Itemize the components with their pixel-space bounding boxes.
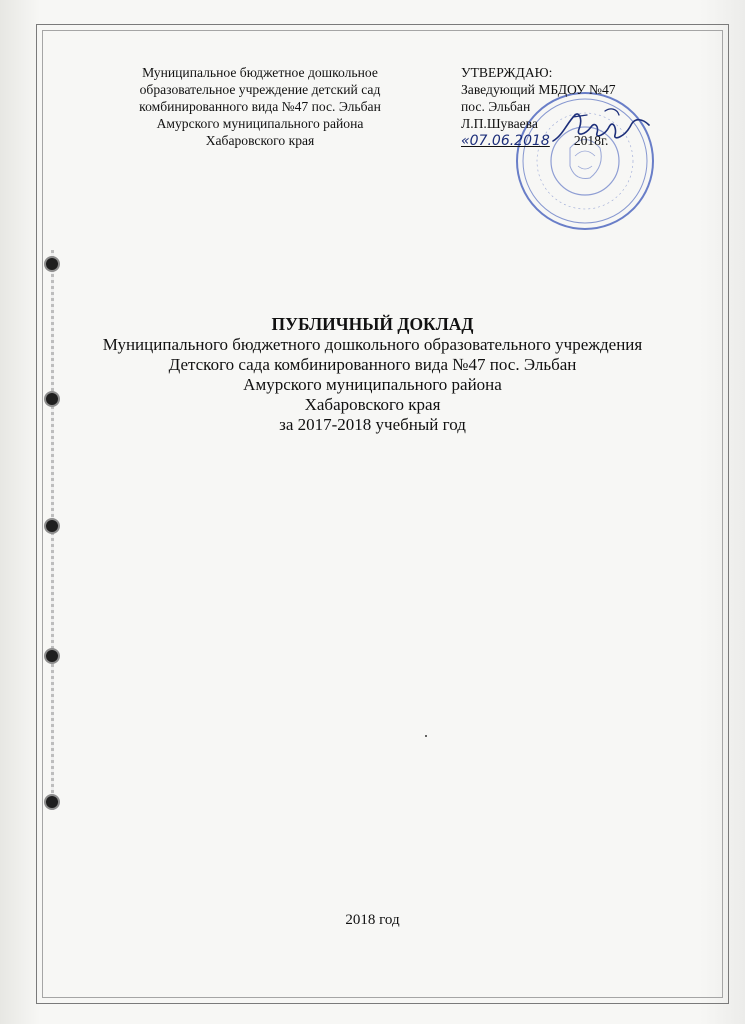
organization-line: Муниципальное бюджетное дошкольное: [142, 65, 378, 80]
binding-hole: [46, 520, 58, 532]
approval-heading: УТВЕРЖДАЮ:: [461, 65, 553, 80]
report-subtitle-line: Хабаровского края: [304, 395, 441, 414]
organization-line: Хабаровского края: [205, 133, 315, 148]
approval-place: пос. Эльбан: [461, 99, 531, 114]
approval-date-handwritten: «07.06.2018: [461, 133, 550, 149]
organization-line: образовательное учреждение детский сад: [139, 82, 381, 97]
organization-line: Амурского муниципального района: [156, 116, 364, 131]
organization-header: [100, 64, 420, 149]
binding-hole: [46, 258, 58, 270]
approval-position: Заведующий МБДОУ №47: [461, 82, 616, 97]
footer-year: 2018 год: [345, 912, 400, 928]
report-subtitle-line: Амурского муниципального района: [243, 375, 502, 394]
approval-name: Л.П.Шуваева: [461, 116, 538, 131]
report-title: ПУБЛИЧНЫЙ ДОКЛАД: [271, 314, 474, 334]
approval-date-line: [461, 132, 701, 150]
report-subtitle-line: Детского сада комбинированного вида №47 пос. Эльбан: [168, 355, 577, 374]
report-title-block: [0, 314, 745, 435]
scan-speck: [425, 735, 427, 737]
binding-hole: [46, 796, 58, 808]
approval-date-suffix: 2018г.: [573, 133, 609, 148]
approval-block: [461, 64, 701, 150]
report-subtitle-line: Муниципального бюджетного дошкольного образовательного учреждения: [102, 335, 643, 354]
organization-line: комбинированного вида №47 пос. Эльбан: [139, 99, 381, 114]
report-period: за 2017-2018 учебный год: [279, 415, 466, 434]
binding-hole: [46, 650, 58, 662]
